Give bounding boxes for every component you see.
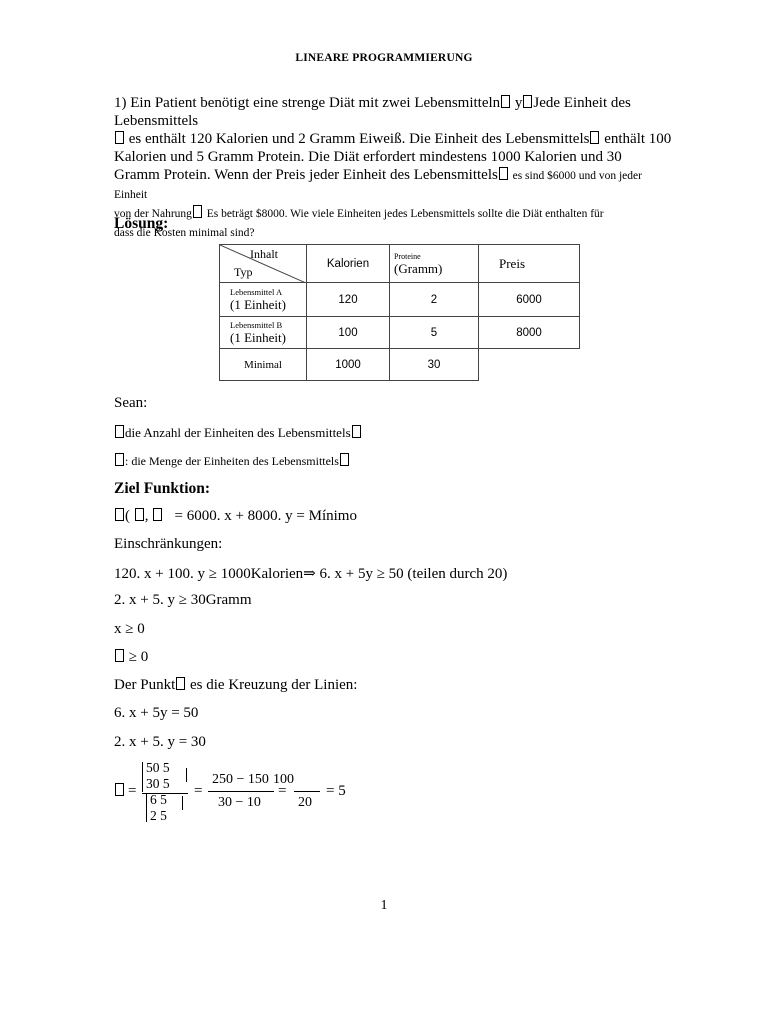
table-row: Lebensmittel A (1 Einheit) 120 2 6000 (220, 283, 580, 317)
fraction-line (294, 791, 320, 792)
row-label: Lebensmittel A (1 Einheit) (220, 283, 307, 317)
equation-2: 2. x + 5. y = 30 (114, 734, 206, 750)
missing-glyph-icon (115, 508, 124, 521)
table-corner-cell: Inhalt Typ (220, 245, 307, 283)
missing-glyph-icon (115, 425, 124, 438)
constraint-y-nonneg: ≥ 0 (114, 649, 148, 666)
objective-function: ( , = 6000. x + 8000. y = Mínimo (114, 508, 357, 525)
fraction-line (208, 791, 274, 792)
constraint-calories: 120. x + 100. y ≥ 1000Kalorien⇒ 6. x + 5y ≥ 50 (teilen durch 20) (114, 566, 508, 582)
header-proteine: Proteine (Gramm) (390, 245, 479, 283)
sean-label: Sean: (114, 395, 148, 411)
document-page: LINEARE PROGRAMMIERUNG 1) Ein Patient benötigt eine strenge Diät mit zwei Lebensmitteln y Jede Einheit des Lebensmittels es enthält 120 Kalorien und 2 Gramm Eiweiß. Die Einheit des Lebensmittels enthält 100 Kalorien und 5 Gramm Protein. Die Diät erfordert mindestens 1000 Kalorien und 30 Gramm Protein. Wenn der Preis jeder Einheit des Lebensmittels es sind $6000 und von jeder Einheit von der Nahrung Es beträgt $8000. Wie viele Einheiten jedes Lebensmittels sollte die Diät enthalten für dass die Kosten minimal sind? Lösung: Inhalt Typ Kalorien Proteine (Gramm) Preis Lebensmittel A (1 Einheit) 120 2 6000 Lebensmittel B (1 Einheit) 100 5 8000 Minimal 1000 30 Sean: die Anzahl der Einheiten des Lebensmittels : die Menge der Einheiten des Lebensmittels Ziel Funktion: ( , = 6000. x + 8000. y = Mínimo Einschränkungen: 120. x + 100. y ≥ 1000Kalorien⇒ 6. x + 5y ≥ 50 (teilen durch 20) 2. x + 5. y ≥ 30Gramm x ≥ 0 ≥ 0 Der Punkt es die Kreuzung der Linien: 6. x + 5y = 50 2. x + 5. y = 30 = 50 5 30 5 6 5 2 5 = 250 − 150 30 − 10 = 100 20 = 5 1 (0, 0, 768, 1024)
missing-glyph-icon (115, 453, 124, 466)
missing-glyph-icon (193, 205, 202, 218)
missing-glyph-icon (115, 649, 124, 662)
det-bar-left (142, 762, 143, 792)
missing-glyph-icon (135, 508, 144, 521)
table-row-minimal: Minimal 1000 30 (220, 349, 580, 381)
missing-glyph-icon (352, 425, 361, 438)
det-bar-right (186, 768, 187, 782)
page-number: 1 (380, 898, 388, 913)
table-row: Lebensmittel B (1 Einheit) 100 5 8000 (220, 317, 580, 349)
ziel-heading: Ziel Funktion: (114, 480, 211, 497)
missing-glyph-icon (340, 453, 349, 466)
missing-glyph-icon (523, 95, 532, 108)
constraint-x-nonneg: x ≥ 0 (114, 621, 145, 637)
missing-glyph-icon (499, 167, 508, 180)
constraints-label: Einschränkungen: (114, 536, 223, 552)
problem-statement: 1) Ein Patient benötigt eine strenge Diät mit zwei Lebensmitteln y Jede Einheit des Lebensmittels es enthält 120 Kalorien und 2 Gramm Eiweiß. Die Einheit des Lebensmittels enthält 100 Kalorien und 5 Gramm Protein. Die Diät erfordert mindestens 1000 Kalorien und 30 Gramm Protein. Wenn der Preis jeder Einheit des Lebensmittels es sind $6000 und von jeder Einheit von der Nahrung Es beträgt $8000. Wie viele Einheiten jedes Lebensmittels sollte die Diät enthalten für dass die Kosten minimal sind? (114, 95, 672, 239)
missing-glyph-icon (176, 677, 185, 690)
constraint-protein: 2. x + 5. y ≥ 30Gramm (114, 592, 252, 608)
definition-y: : die Menge der Einheiten des Lebensmittels (114, 453, 350, 469)
missing-glyph-icon (590, 131, 599, 144)
nutrition-table (219, 244, 580, 381)
header-kalorien: Kalorien (307, 245, 390, 283)
equation-1: 6. x + 5y = 50 (114, 705, 199, 721)
document-title: LINEARE PROGRAMMIERUNG (295, 52, 473, 64)
definition-x: die Anzahl der Einheiten des Lebensmittels (114, 425, 362, 441)
missing-glyph-icon (501, 95, 510, 108)
solution-heading: Lösung: (114, 215, 169, 232)
missing-glyph-icon (115, 131, 124, 144)
row-label: Lebensmittel B (1 Einheit) (220, 317, 307, 349)
missing-glyph-icon (114, 783, 125, 800)
det-bar-right (182, 796, 183, 810)
intersection-text: Der Punkt es die Kreuzung der Linien: (114, 677, 358, 693)
missing-glyph-icon (153, 508, 162, 521)
det-bar-left (146, 794, 147, 822)
header-preis: Preis (479, 245, 580, 283)
